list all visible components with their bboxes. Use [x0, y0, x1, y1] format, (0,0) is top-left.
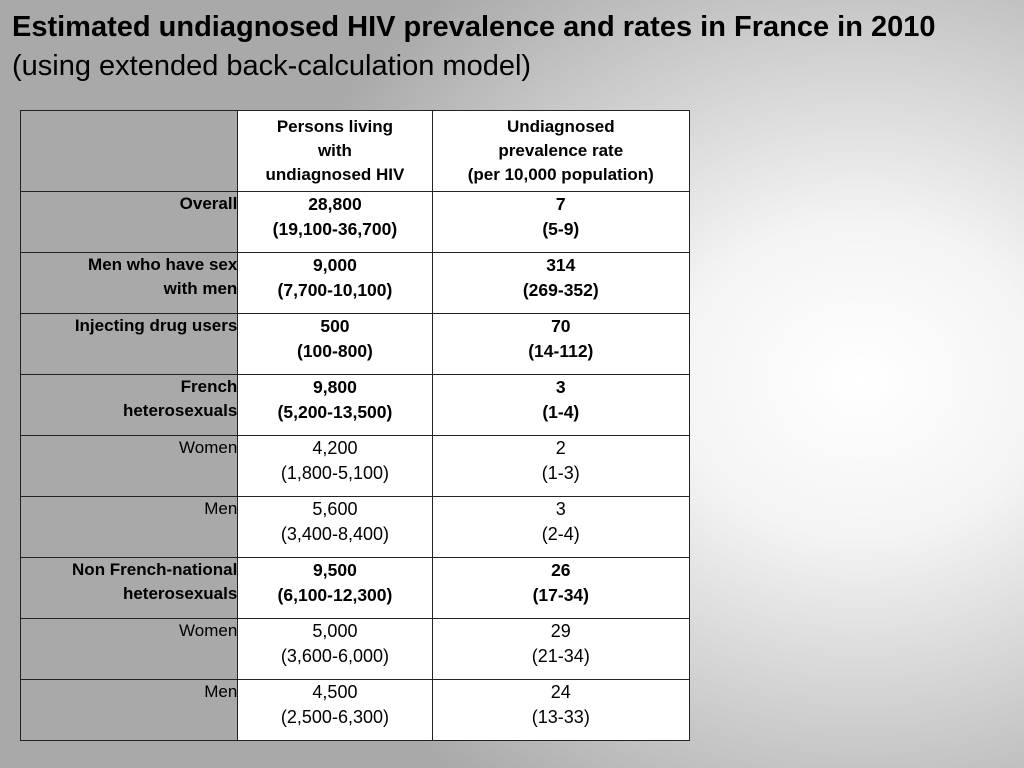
persons-value-cell-line: 4,200 [312, 438, 358, 458]
rate-value-cell [432, 558, 689, 619]
rate-value-cell [432, 619, 689, 680]
persons-value-cell-line: 4,500 [312, 682, 358, 702]
slide-title-subtitle: (using extended back-calculation model) [12, 50, 532, 82]
header-persons-undiagnosed [238, 111, 432, 192]
rate-value-cell [432, 192, 689, 253]
header-rate-line: Undiagnosed [506, 117, 615, 136]
rate-value-cell-line: 26 [551, 560, 571, 580]
rate-value-cell-line: 3 [555, 377, 566, 397]
table-row [21, 192, 690, 253]
row-label-cell-line: heterosexuals [122, 401, 238, 420]
rate-value-cell-line: (269-352) [522, 280, 599, 300]
persons-value-cell-line: 5,000 [312, 621, 358, 641]
row-label-cell-line: Non French-national [72, 560, 238, 579]
persons-value-cell [238, 314, 432, 375]
rate-value-cell [432, 314, 689, 375]
row-label-cell [21, 497, 238, 558]
row-label-cell [21, 314, 238, 375]
header-persons-line: Persons living [276, 117, 394, 136]
row-label-cell [21, 253, 238, 314]
row-label-cell [21, 558, 238, 619]
row-label-cell-line: Injecting drug users [74, 316, 238, 335]
row-label-cell [21, 680, 238, 741]
table-row [21, 253, 690, 314]
persons-value-cell-line: (3,400-8,400) [280, 524, 389, 544]
header-corner-cell [21, 111, 238, 192]
persons-value-cell-line: (2,500-6,300) [280, 707, 389, 727]
persons-value-cell-line: (6,100-12,300) [277, 585, 393, 605]
row-label-cell-line: Women [179, 621, 238, 640]
table-row [21, 436, 690, 497]
rate-value-cell-line: (1-3) [541, 463, 580, 483]
rate-value-cell-line: (2-4) [541, 524, 580, 544]
row-label-cell [21, 192, 238, 253]
row-label-cell-line: Overall [179, 194, 238, 213]
table-row [21, 558, 690, 619]
persons-value-cell [238, 680, 432, 741]
persons-value-cell-line: (100-800) [297, 341, 373, 361]
table-row [21, 619, 690, 680]
persons-value-cell-line: (5,200-13,500) [277, 402, 393, 422]
header-persons-line: with [317, 141, 352, 160]
header-prevalence-rate [432, 111, 689, 192]
row-label-cell [21, 375, 238, 436]
slide-title [12, 8, 1016, 86]
persons-value-cell-line: (19,100-36,700) [272, 219, 398, 239]
persons-value-cell [238, 375, 432, 436]
header-rate-line: prevalence rate [498, 141, 624, 160]
persons-value-cell [238, 619, 432, 680]
prevalence-table [20, 110, 690, 741]
table-row [21, 375, 690, 436]
rate-value-cell-line: 24 [550, 682, 571, 702]
rate-value-cell [432, 253, 689, 314]
persons-value-cell-line: 500 [320, 316, 350, 336]
persons-value-cell-line: (1,800-5,100) [280, 463, 389, 483]
rate-value-cell-line: 29 [550, 621, 571, 641]
rate-value-cell-line: (17-34) [532, 585, 589, 605]
table-row [21, 314, 690, 375]
persons-value-cell [238, 497, 432, 558]
header-persons-line: undiagnosed HIV [265, 165, 405, 184]
persons-value-cell [238, 558, 432, 619]
persons-value-cell [238, 436, 432, 497]
rate-value-cell-line: (14-112) [528, 341, 594, 361]
slide-title-main: Estimated undiagnosed HIV prevalence and rates in France in 2010 [12, 11, 936, 43]
rate-value-cell-line: (13-33) [531, 707, 590, 727]
persons-value-cell-line: (3,600-6,000) [280, 646, 389, 666]
row-label-cell [21, 619, 238, 680]
table-row [21, 497, 690, 558]
table-body [21, 192, 690, 741]
rate-value-cell-line: (21-34) [531, 646, 590, 666]
rate-value-cell [432, 436, 689, 497]
rate-value-cell [432, 680, 689, 741]
header-rate-line: (per 10,000 population) [467, 165, 654, 184]
rate-value-cell-line: (1-4) [542, 402, 580, 422]
table-row [21, 680, 690, 741]
rate-value-cell-line: 2 [555, 438, 566, 458]
row-label-cell-line: with men [163, 279, 238, 298]
persons-value-cell-line: 28,800 [308, 194, 362, 214]
row-label-cell-line: Men who have sex [88, 255, 238, 274]
rate-value-cell-line: 7 [555, 194, 566, 214]
rate-value-cell-line: 3 [555, 499, 566, 519]
table-header-row [21, 111, 690, 192]
persons-value-cell-line: 9,500 [313, 560, 357, 580]
persons-value-cell [238, 253, 432, 314]
row-label-cell-line: Men [204, 499, 238, 518]
row-label-cell [21, 436, 238, 497]
persons-value-cell-line: 5,600 [312, 499, 358, 519]
row-label-cell-line: heterosexuals [122, 584, 238, 603]
row-label-cell-line: Women [179, 438, 238, 457]
rate-value-cell [432, 375, 689, 436]
rate-value-cell-line: 314 [546, 255, 576, 275]
persons-value-cell [238, 192, 432, 253]
rate-value-cell-line: (5-9) [542, 219, 580, 239]
row-label-cell-line: French [180, 377, 238, 396]
persons-value-cell-line: (7,700-10,100) [277, 280, 393, 300]
persons-value-cell-line: 9,000 [313, 255, 357, 275]
row-label-cell-line: Men [204, 682, 238, 701]
rate-value-cell-line: 70 [551, 316, 571, 336]
rate-value-cell [432, 497, 689, 558]
persons-value-cell-line: 9,800 [313, 377, 357, 397]
